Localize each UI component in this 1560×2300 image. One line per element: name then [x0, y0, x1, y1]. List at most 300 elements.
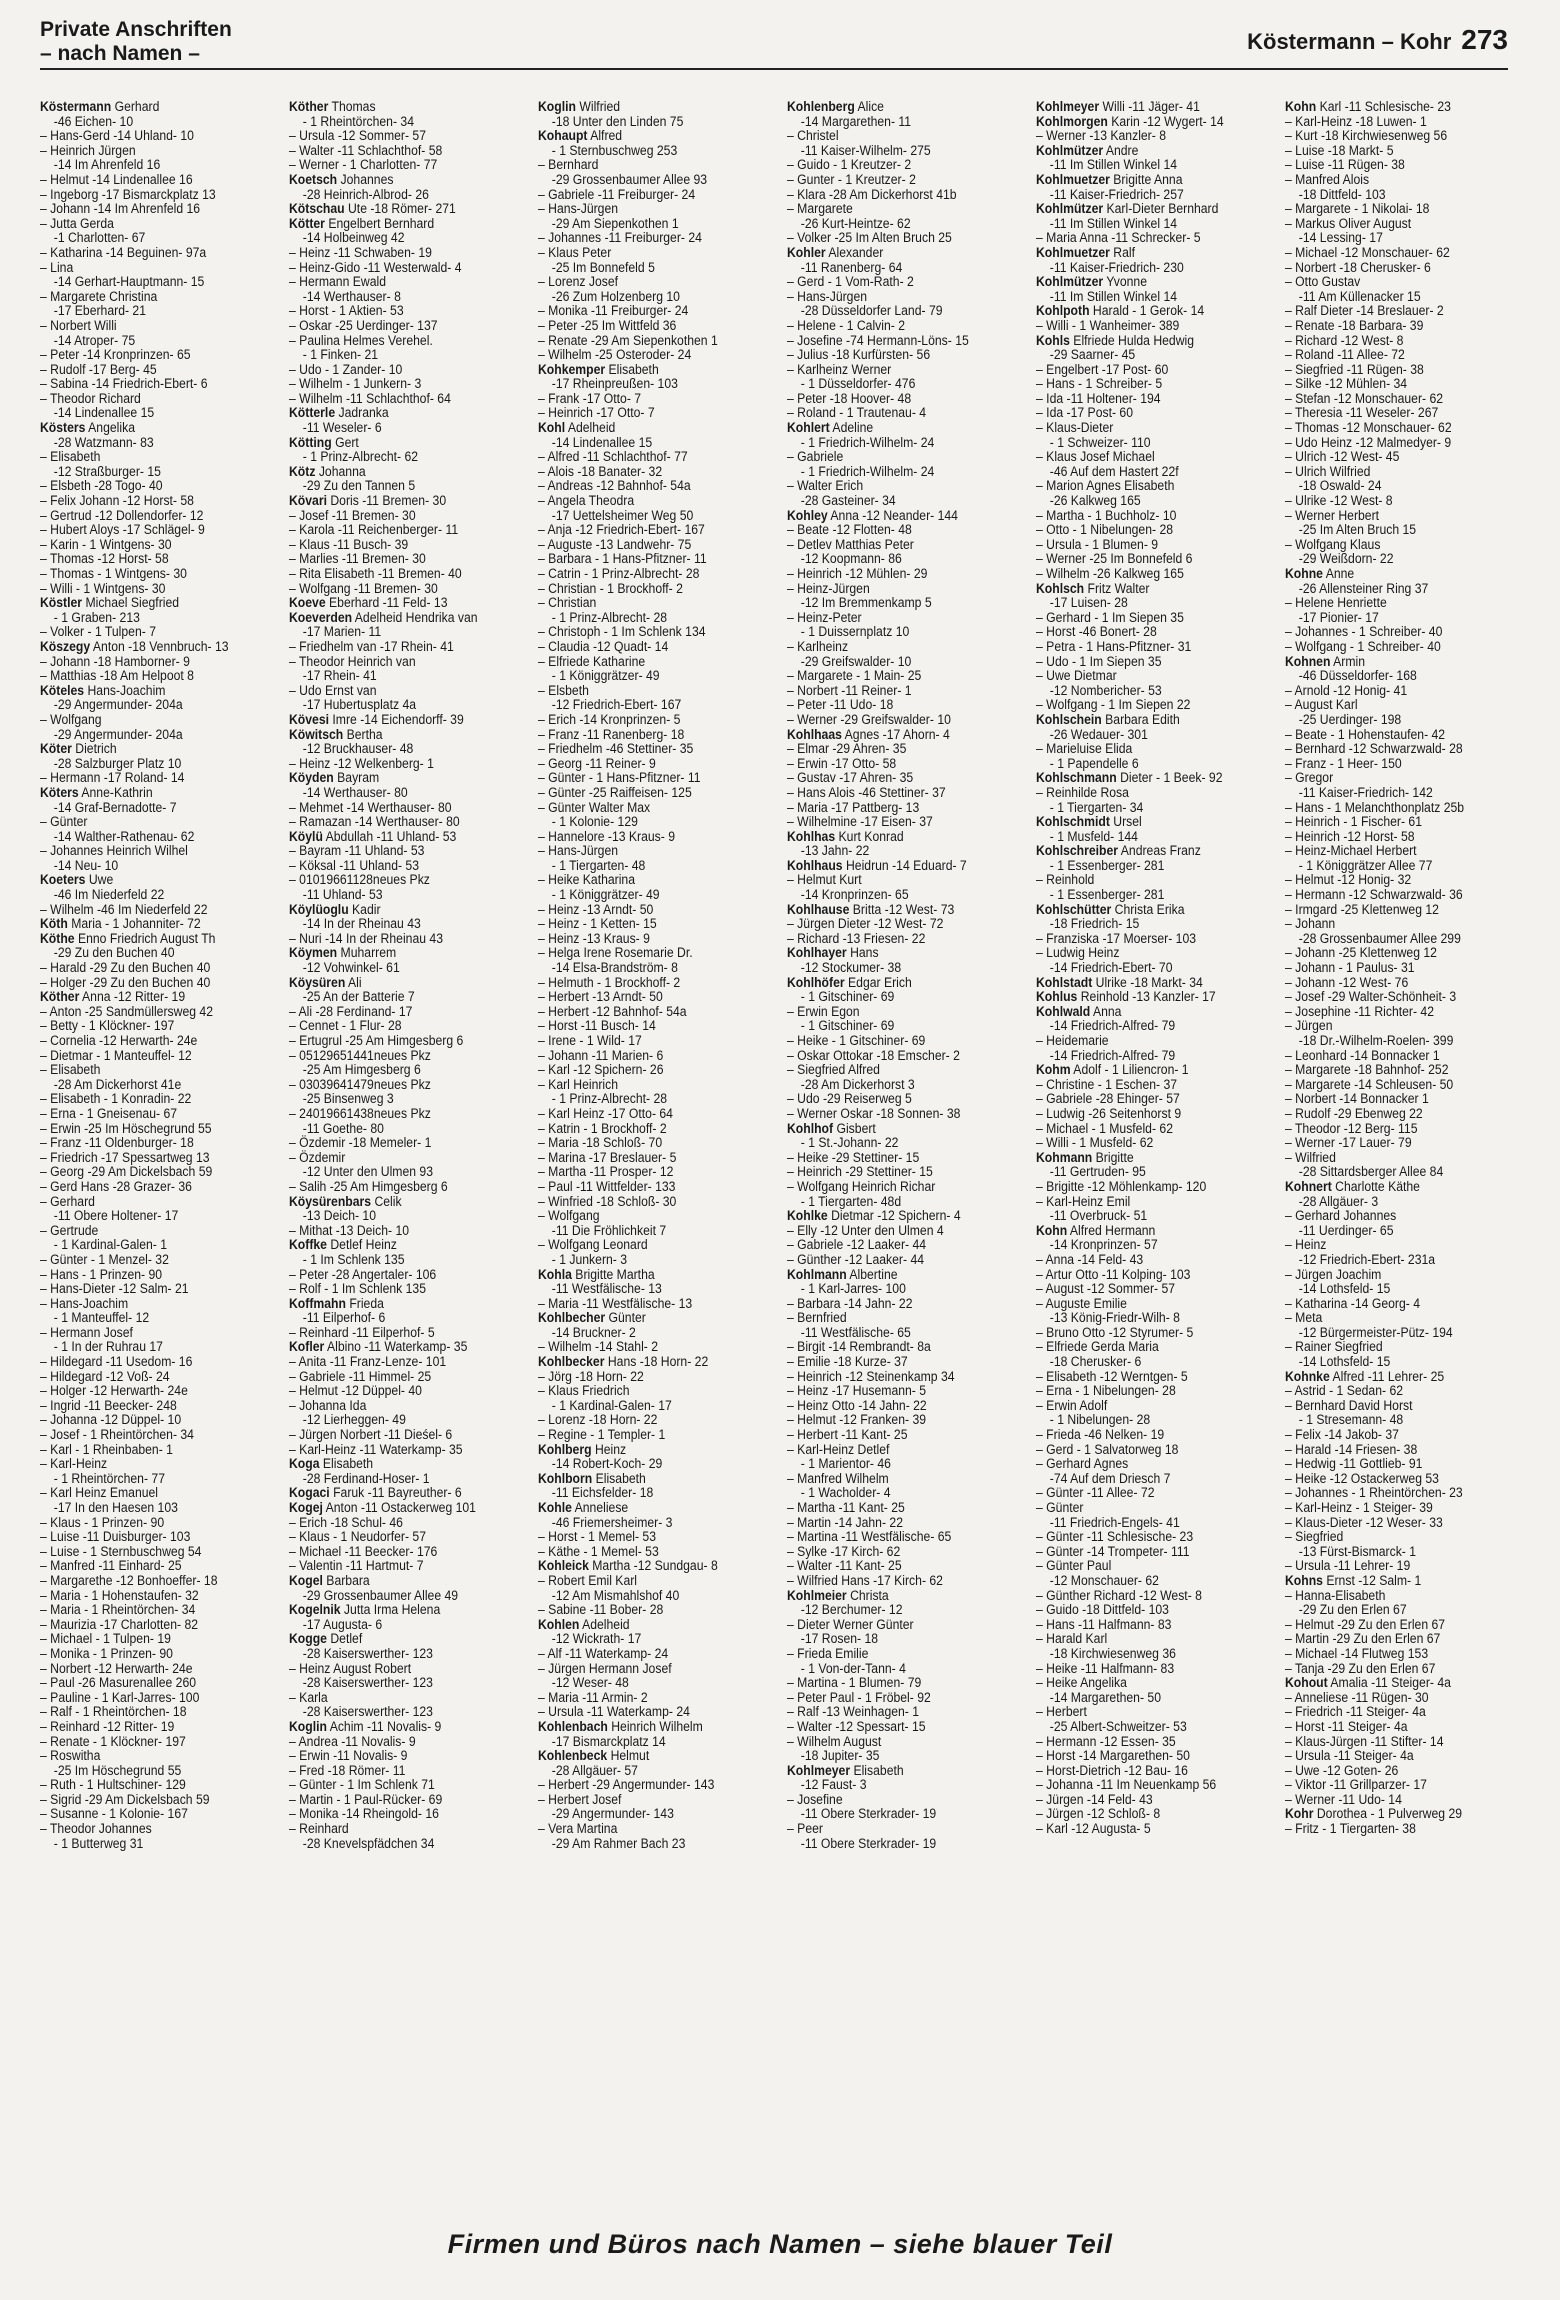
- directory-entry: [289, 1735, 523, 1750]
- directory-entry: [787, 509, 1021, 524]
- directory-entry: [1036, 1662, 1270, 1677]
- entry-text: -12 Faust- 3: [800, 1777, 867, 1794]
- directory-entry: [289, 348, 523, 363]
- directory-entry: [787, 582, 1021, 597]
- directory-entry: [1285, 1384, 1519, 1399]
- directory-entry: [787, 1749, 1021, 1764]
- directory-entry: [40, 582, 274, 597]
- directory-entry: [289, 158, 523, 173]
- surname: Kövari: [289, 493, 327, 510]
- entry-text: Franz - 1 Heer- 150: [1295, 755, 1402, 772]
- directory-entry: [1036, 655, 1270, 670]
- directory-entry: [289, 873, 523, 888]
- entry-text: Walter -11 Schlachthof- 58: [299, 142, 443, 159]
- entry-text: -28 Am Dickerhorst 3: [800, 1076, 915, 1093]
- surname: Kohlschein: [1036, 711, 1102, 728]
- surname: Köthe: [40, 930, 75, 947]
- directory-entry: [1285, 304, 1519, 319]
- entry-text: Paul -26 Masurenallee 260: [50, 1675, 197, 1692]
- directory-entry: [289, 1311, 523, 1326]
- directory-entry: [1285, 1822, 1519, 1837]
- directory-entry: [40, 173, 274, 188]
- directory-entry: [787, 1559, 1021, 1574]
- surname: Kohlenbach: [538, 1718, 608, 1735]
- directory-entry: [40, 494, 274, 509]
- directory-entry: [1285, 684, 1519, 699]
- directory-entry: [787, 304, 1021, 319]
- directory-entry: [787, 1049, 1021, 1064]
- entry-text: Bernfried: [797, 1310, 847, 1327]
- directory-entry: [1285, 582, 1519, 597]
- directory-entry: [1285, 1530, 1519, 1545]
- directory-entry: [787, 786, 1021, 801]
- directory-entry: [787, 202, 1021, 217]
- entry-text: Heike -11 Halfmann- 83: [1046, 1660, 1175, 1677]
- entry-text: Felix Johann -12 Horst- 58: [50, 493, 194, 510]
- directory-entry: [787, 217, 1021, 232]
- directory-entry: [1036, 1793, 1270, 1808]
- entry-text: Gregor: [1295, 770, 1334, 787]
- directory-entry: [1285, 100, 1519, 115]
- entry-text: Bernhard David Horst: [1295, 1397, 1413, 1414]
- entry-text: Anton -18 Vennbruch- 13: [92, 638, 229, 655]
- directory-entry: [1285, 567, 1519, 582]
- entry-text: Roland -11 Allee- 72: [1295, 347, 1405, 364]
- directory-entry: [40, 1778, 274, 1793]
- entry-text: Sabine -11 Bober- 28: [548, 1602, 664, 1619]
- entry-text: Werner Oskar -18 Sonnen- 38: [797, 1105, 961, 1122]
- directory-entry: [787, 830, 1021, 845]
- entry-text: Josefine: [797, 1791, 843, 1808]
- entry-text: -11 Die Fröhlichkeit 7: [551, 1222, 667, 1239]
- directory-entry: [1036, 1311, 1270, 1326]
- directory-entry: [1285, 1107, 1519, 1122]
- directory-entry: [1285, 1705, 1519, 1720]
- directory-entry: [289, 1428, 523, 1443]
- directory-entry: [40, 888, 274, 903]
- directory-entry: [538, 319, 772, 334]
- entry-text: Maria - 1 Rheintörchen- 34: [50, 1602, 196, 1619]
- entry-text: - 1 Karl-Jarres- 100: [800, 1281, 906, 1298]
- directory-entry: [40, 1676, 274, 1691]
- entry-text: Günter Paul: [1046, 1558, 1112, 1575]
- directory-entry: [1036, 392, 1270, 407]
- directory-entry: [538, 1049, 772, 1064]
- directory-entry: [787, 1224, 1021, 1239]
- entry-text: -26 Wedauer- 301: [1049, 726, 1148, 743]
- directory-entry: [787, 1165, 1021, 1180]
- entry-text: -14 Werthauser- 8: [302, 288, 401, 305]
- directory-entry: [289, 290, 523, 305]
- directory-entry: [40, 202, 274, 217]
- entry-text: Dietrich: [75, 741, 117, 758]
- directory-entry: [787, 1486, 1021, 1501]
- surname: Kohn: [1285, 100, 1317, 115]
- entry-text: -12 Stockumer- 38: [800, 960, 902, 977]
- entry-text: Winfried -18 Schloß- 30: [548, 1193, 677, 1210]
- directory-entry: [1285, 1151, 1519, 1166]
- entry-text: Ludwig Heinz: [1046, 945, 1120, 962]
- entry-text: Ulrike -18 Markt- 34: [1095, 974, 1203, 991]
- directory-entry: [40, 1530, 274, 1545]
- directory-entry: [289, 1676, 523, 1691]
- directory-entry: [787, 552, 1021, 567]
- entry-text: Ute -18 Römer- 271: [347, 201, 456, 218]
- directory-entry: [538, 348, 772, 363]
- entry-text: Udo - 1 Zander- 10: [299, 361, 403, 378]
- entry-text: Günther -12 Laaker- 44: [797, 1251, 925, 1268]
- entry-text: -12 Bruckhauser- 48: [302, 741, 414, 758]
- directory-entry: [1036, 1807, 1270, 1822]
- entry-text: - 1 Prinz-Albrecht- 28: [551, 1091, 668, 1108]
- entry-text: Elisabeth: [595, 1470, 646, 1487]
- entry-text: Tanja -29 Zu den Erlen 67: [1294, 1660, 1436, 1677]
- directory-entry: [538, 421, 772, 436]
- directory-entry: [787, 1195, 1021, 1210]
- directory-entry: [787, 567, 1021, 582]
- entry-text: Günter: [608, 1310, 646, 1327]
- entry-text: Jürgen -14 Feld- 43: [1046, 1791, 1153, 1808]
- directory-entry: [1285, 246, 1519, 261]
- entry-text: Bernhard: [548, 157, 599, 174]
- directory-entry: [289, 129, 523, 144]
- entry-text: Wolfgang Klaus: [1295, 536, 1381, 553]
- entry-text: Dorothea - 1 Pulverweg 29: [1316, 1806, 1463, 1823]
- directory-entry: [538, 757, 772, 772]
- surname: Kohlberg: [538, 1441, 592, 1458]
- entry-text: -29 Greifswalder- 10: [800, 653, 912, 670]
- entry-text: Ulrike -12 West- 8: [1295, 493, 1393, 510]
- surname: Köteles: [40, 682, 85, 699]
- entry-text: Michael - 1 Tulpen- 19: [50, 1631, 171, 1648]
- directory-entry: [538, 1326, 772, 1341]
- entry-text: Gabriele: [797, 449, 844, 466]
- directory-entry: [289, 1545, 523, 1560]
- directory-entry: [1285, 903, 1519, 918]
- directory-entry: [40, 873, 274, 888]
- directory-entry: [538, 1107, 772, 1122]
- directory-entry: [40, 1311, 274, 1326]
- entry-text: Wilhelm -25 Osteroder- 24: [548, 347, 692, 364]
- entry-text: Anita -11 Franz-Lenze- 101: [298, 1354, 447, 1371]
- entry-text: Helmut -12 Honig- 32: [1295, 872, 1412, 889]
- entry-text: Walter -11 Kant- 25: [797, 1558, 902, 1575]
- entry-text: -11 Kaiser-Wilhelm- 275: [800, 142, 931, 159]
- directory-entry: [289, 1589, 523, 1604]
- directory-entry: [289, 1837, 523, 1852]
- entry-text: Ulrich -12 West- 45: [1295, 449, 1400, 466]
- entry-text: Wilhelm -46 Im Niederfeld 22: [50, 901, 208, 918]
- directory-column: [40, 100, 274, 2200]
- entry-text: -14 Atroper- 75: [53, 332, 136, 349]
- directory-entry: [1036, 231, 1270, 246]
- directory-entry: [1036, 1603, 1270, 1618]
- entry-text: -12 Weser- 48: [551, 1675, 629, 1692]
- entry-text: Ruth - 1 Hultschiner- 129: [50, 1777, 186, 1794]
- directory-entry: [787, 873, 1021, 888]
- entry-text: Detlef: [330, 1631, 363, 1648]
- directory-entry: [40, 1049, 274, 1064]
- directory-entry: [289, 1413, 523, 1428]
- directory-entry: [1285, 859, 1519, 874]
- directory-entry: [1036, 1180, 1270, 1195]
- entry-text: Gunter - 1 Kreutzer- 2: [797, 171, 916, 188]
- entry-text: Heike - 1 Gitschiner- 69: [797, 1033, 926, 1049]
- entry-text: - 1 Tiergarten- 48: [551, 857, 646, 874]
- entry-text: Özdemir -18 Memeler- 1: [299, 1135, 432, 1152]
- entry-text: Josef -11 Bremen- 30: [299, 507, 416, 524]
- entry-text: Anton -25 Sandmüllersweg 42: [49, 1003, 213, 1020]
- entry-text: Barbara -14 Jahn- 22: [797, 1295, 913, 1312]
- surname: Köszegy: [40, 638, 91, 655]
- entry-text: Uwe -12 Goten- 26: [1295, 1762, 1399, 1779]
- directory-entry: [40, 363, 274, 378]
- entry-text: Walter -12 Spessart- 15: [797, 1718, 926, 1735]
- entry-text: Heinrich -12 Mühlen- 29: [797, 566, 928, 582]
- entry-text: -17 Rheinpreußen- 103: [551, 376, 678, 393]
- entry-text: Erich -14 Kronprinzen- 5: [548, 711, 681, 728]
- entry-text: -28 Allgäuer- 3: [1298, 1193, 1379, 1210]
- entry-text: Michael -14 Flutweg 153: [1295, 1645, 1429, 1662]
- entry-text: -14 Lindenallee 15: [53, 405, 155, 422]
- directory-entry: [40, 830, 274, 845]
- entry-text: Bertha: [346, 726, 383, 743]
- directory-entry: [1285, 392, 1519, 407]
- directory-entry: [1036, 1443, 1270, 1458]
- entry-text: -12 Monschauer- 62: [1049, 1572, 1159, 1589]
- entry-text: Hermann -12 Schwarzwald- 36: [1295, 887, 1463, 904]
- directory-entry: [538, 1268, 772, 1283]
- entry-text: Herbert: [1046, 1704, 1087, 1721]
- entry-text: Hans - 1 Melanchthonplatz 25b: [1295, 799, 1465, 816]
- directory-entry: [40, 1618, 274, 1633]
- directory-entry: [787, 815, 1021, 830]
- directory-entry: [538, 1472, 772, 1487]
- directory-entry: [787, 1107, 1021, 1122]
- surname: Kohlhof: [787, 1120, 834, 1137]
- directory-entry: [787, 538, 1021, 553]
- directory-entry: [40, 1282, 274, 1297]
- directory-entry: [289, 1501, 523, 1516]
- entry-text: - 1 Essenberger- 281: [1049, 857, 1165, 874]
- entry-text: Heike -29 Stettiner- 15: [797, 1149, 920, 1166]
- entry-text: Horst -11 Busch- 14: [548, 1018, 656, 1035]
- entry-text: Heinrich Wilhelm: [611, 1718, 703, 1735]
- entry-text: Günter Walter Max: [548, 799, 651, 816]
- directory-entry: [289, 202, 523, 217]
- directory-entry: [538, 1735, 772, 1750]
- entry-text: Margarethe -12 Bonhoeffer- 18: [50, 1572, 218, 1589]
- entry-text: -25 Im Höschegrund 55: [53, 1762, 182, 1779]
- directory-entry: [40, 392, 274, 407]
- entry-text: Fritz Walter: [1087, 580, 1150, 597]
- directory-entry: [1036, 990, 1270, 1005]
- directory-entry: [787, 1807, 1021, 1822]
- directory-entry: [1036, 406, 1270, 421]
- entry-text: -18 Cherusker- 6: [1049, 1354, 1142, 1371]
- entry-text: Peter -28 Angertaler- 106: [299, 1266, 437, 1283]
- entry-text: Adelheid Hendrika van: [354, 609, 478, 626]
- directory-entry: [1285, 1516, 1519, 1531]
- entry-text: - 1 Königgrätzer Allee 77: [1298, 857, 1433, 874]
- entry-text: - 1 Von-der-Tann- 4: [800, 1660, 906, 1677]
- directory-entry: [787, 158, 1021, 173]
- directory-entry: [289, 742, 523, 757]
- directory-entry: [787, 1209, 1021, 1224]
- directory-entry: [289, 494, 523, 509]
- entry-text: Martin -29 Zu den Erlen 67: [1295, 1631, 1441, 1648]
- entry-text: Günter -11 Allee- 72: [1046, 1485, 1155, 1502]
- entry-text: Norbert -18 Cherusker- 6: [1295, 259, 1431, 276]
- entry-text: Helmut -29 Zu den Erlen 67: [1295, 1616, 1446, 1633]
- entry-text: -14 Margarethen- 11: [800, 113, 912, 130]
- directory-entry: [1036, 188, 1270, 203]
- entry-text: Wolfgang Heinrich Richar: [797, 1178, 936, 1195]
- directory-entry: [289, 1326, 523, 1341]
- entry-text: Cornelia -12 Herwarth- 24e: [50, 1033, 198, 1049]
- directory-entry: [1285, 1253, 1519, 1268]
- entry-text: Angelika: [88, 420, 135, 437]
- entry-text: Adelheid: [567, 420, 616, 437]
- entry-text: -18 Dr.-Wilhelm-Roelen- 399: [1298, 1033, 1454, 1049]
- entry-text: -11 Obere Sterkrader- 19: [800, 1835, 937, 1852]
- entry-text: Margarete -14 Schleusen- 50: [1295, 1076, 1454, 1093]
- footer-note: Firmen und Büros nach Namen – siehe blauer Teil: [447, 2229, 1113, 2259]
- directory-entry: [1036, 421, 1270, 436]
- directory-entry: [289, 844, 523, 859]
- entry-text: - 1 Gitschiner- 69: [800, 989, 895, 1006]
- directory-entry: [1285, 377, 1519, 392]
- entry-text: Wilfried: [579, 100, 621, 115]
- directory-entry: [787, 1691, 1021, 1706]
- directory-entry: [40, 1574, 274, 1589]
- directory-entry: [1036, 873, 1270, 888]
- entry-text: Dietmar -12 Spichern- 4: [831, 1208, 961, 1225]
- entry-text: -12 Friedrich-Ebert- 167: [551, 697, 682, 714]
- directory-entry: [40, 567, 274, 582]
- entry-text: Theodor -12 Berg- 115: [1294, 1120, 1418, 1137]
- page-number: 273: [1461, 24, 1508, 55]
- directory-entry: [1036, 1297, 1270, 1312]
- surname: Kohlmeyer: [787, 1762, 851, 1779]
- directory-entry: [40, 859, 274, 874]
- directory-entry: [40, 479, 274, 494]
- directory-entry: [538, 1618, 772, 1633]
- entry-text: -17 Bismarckplatz 14: [551, 1733, 666, 1750]
- entry-text: Werner -11 Udo- 14: [1295, 1791, 1402, 1808]
- entry-text: Helga Irene Rosemarie Dr.: [548, 945, 693, 962]
- entry-text: Günter - 1 Menzel- 32: [50, 1251, 169, 1268]
- entry-text: Barbara - 1 Hans-Pfitzner- 11: [548, 551, 707, 568]
- entry-text: -29 Zu den Tannen 5: [302, 478, 416, 495]
- directory-entry: [1285, 1559, 1519, 1574]
- directory-entry: [787, 946, 1021, 961]
- surname: Kohlmuetzer: [1036, 244, 1110, 261]
- surname: Kösters: [40, 420, 86, 437]
- directory-entry: [1285, 450, 1519, 465]
- entry-text: Enno Friedrich August Th: [77, 930, 216, 947]
- entry-text: Ralf - 1 Rheintörchen- 18: [50, 1704, 187, 1721]
- directory-entry: [40, 698, 274, 713]
- entry-text: -11 Uhland- 53: [302, 887, 383, 904]
- surname: Kohnen: [1285, 653, 1331, 670]
- surname: Kohlmeyer: [1036, 100, 1100, 115]
- entry-text: Hans-Joachim: [87, 682, 166, 699]
- directory-entry: [40, 377, 274, 392]
- directory-entry: [1036, 1778, 1270, 1793]
- entry-text: Auguste -13 Landwehr- 75: [547, 536, 692, 553]
- directory-entry: [538, 1764, 772, 1779]
- entry-text: -25 Binsenweg 3: [302, 1091, 394, 1108]
- directory-entry: [787, 1472, 1021, 1487]
- surname: Koglin: [289, 1718, 327, 1735]
- directory-entry: [40, 1705, 274, 1720]
- entry-text: Ernst -12 Salm- 1: [1326, 1572, 1422, 1589]
- directory-entry: [538, 158, 772, 173]
- directory-entry: [1285, 1647, 1519, 1662]
- entry-text: Yvonne: [1106, 274, 1147, 291]
- entry-text: Ursula -11 Steiger- 4a: [1295, 1748, 1414, 1765]
- directory-entry: [1036, 158, 1270, 173]
- directory-entry: [1036, 1384, 1270, 1399]
- directory-entry: [1036, 377, 1270, 392]
- directory-entry: [787, 1530, 1021, 1545]
- directory-entry: [289, 115, 523, 130]
- surname: Kohlschreiber: [1036, 843, 1119, 860]
- entry-text: Elisabeth -12 Werntgen- 5: [1046, 1368, 1188, 1385]
- directory-entry: [40, 436, 274, 451]
- directory-entry: [787, 1413, 1021, 1428]
- entry-text: -46 Düsseldorfer- 168: [1298, 668, 1417, 685]
- directory-entry: [1285, 231, 1519, 246]
- directory-entry: [1036, 1092, 1270, 1107]
- directory-entry: [1036, 1559, 1270, 1574]
- entry-text: Jürgen Dieter -12 West- 72: [797, 916, 944, 933]
- entry-text: Helmut Kurt: [797, 872, 862, 889]
- surname: Kohout: [1285, 1675, 1328, 1692]
- directory-entry: [1036, 698, 1270, 713]
- directory-entry: [1036, 1705, 1270, 1720]
- directory-entry: [1036, 567, 1270, 582]
- directory-entry: [787, 1676, 1021, 1691]
- directory-entry: [289, 728, 523, 743]
- entry-text: Karl-Heinz - 1 Steiger- 39: [1295, 1500, 1433, 1516]
- directory-entry: [40, 903, 274, 918]
- directory-entry: [1285, 1807, 1519, 1822]
- directory-entry: [289, 1647, 523, 1662]
- entry-text: Paul -11 Wittfelder- 133: [548, 1178, 676, 1195]
- directory-entry: [787, 392, 1021, 407]
- entry-text: Frank -17 Otto- 7: [548, 390, 642, 407]
- entry-text: Viktor -11 Grillparzer- 17: [1295, 1777, 1427, 1794]
- entry-text: Karl Heinz Emanuel: [50, 1485, 159, 1502]
- entry-text: Rainer Siegfried: [1295, 1339, 1383, 1356]
- entry-text: Norbert -11 Reiner- 1: [797, 682, 912, 699]
- surname: Kohlus: [1036, 989, 1078, 1006]
- directory-entry: [787, 1428, 1021, 1443]
- directory-entry: [787, 1370, 1021, 1385]
- directory-entry: [1285, 1457, 1519, 1472]
- directory-entry: [1285, 1413, 1519, 1428]
- entry-text: Holger -12 Herwarth- 24e: [50, 1383, 188, 1400]
- directory-entry: [538, 1778, 772, 1793]
- directory-column: [1036, 100, 1270, 2200]
- directory-entry: [538, 946, 772, 961]
- directory-entry: [1036, 334, 1270, 349]
- directory-entry: [1036, 1735, 1270, 1750]
- directory-entry: [1036, 290, 1270, 305]
- entry-text: -14 Friedrich-Ebert- 70: [1049, 960, 1173, 977]
